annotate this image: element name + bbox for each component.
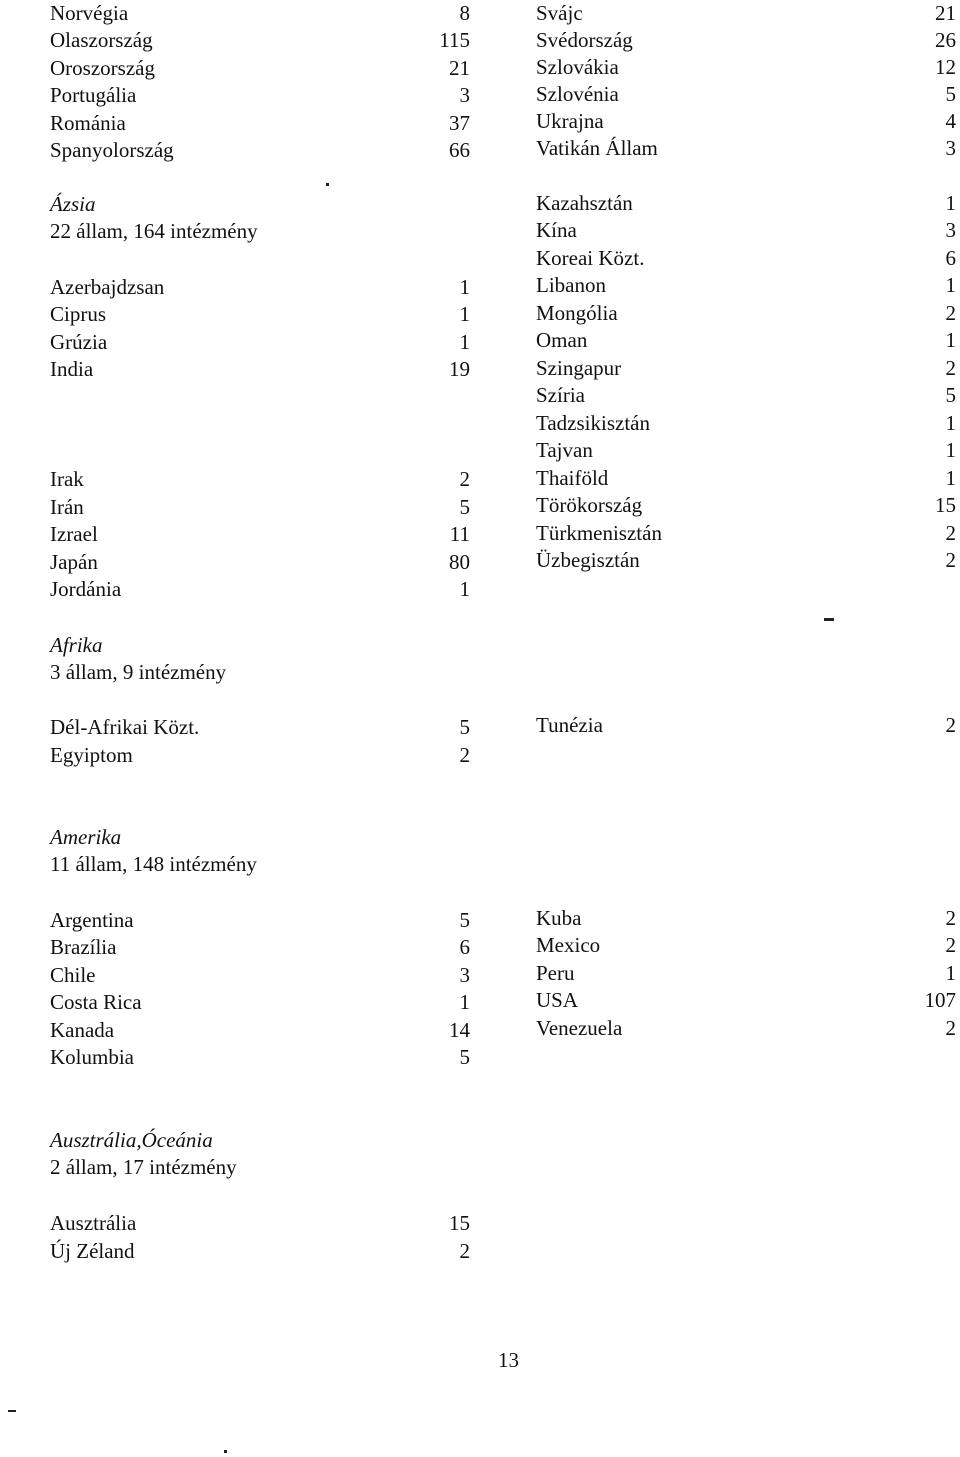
list-item [536, 54, 956, 81]
list-item [50, 1017, 470, 1044]
country-name: Jordánia [50, 577, 122, 601]
institution-count: 1 [945, 411, 956, 435]
country-name: India [50, 357, 94, 381]
list-item [50, 714, 470, 741]
list-item [50, 576, 470, 603]
country-name: Chile [50, 963, 96, 987]
country-name: Ciprus [50, 302, 107, 326]
institution-count: 5 [945, 82, 956, 106]
list-item [50, 742, 470, 769]
list-item [536, 27, 956, 54]
country-name: Thaiföld [536, 466, 609, 490]
country-name: Irak [50, 467, 84, 491]
institution-count: 107 [924, 988, 956, 1012]
institution-count: 37 [449, 111, 470, 135]
country-name: Ukrajna [536, 109, 604, 133]
list-item [536, 492, 956, 519]
institution-count: 11 [449, 522, 470, 546]
list-item [50, 989, 470, 1016]
institution-count: 115 [439, 28, 470, 52]
page-number: 13 [498, 1348, 519, 1372]
america-section-header [50, 824, 257, 878]
institution-count: 5 [459, 715, 470, 739]
list-item [536, 905, 956, 932]
country-name: Olaszország [50, 28, 153, 52]
country-name: Costa Rica [50, 990, 142, 1014]
country-name: Tadzsikisztán [536, 411, 650, 435]
country-name: Szlovákia [536, 55, 619, 79]
list-item [50, 494, 470, 521]
country-name: Törökország [536, 493, 643, 517]
section-title: Ázsia [50, 192, 96, 216]
list-item [50, 27, 470, 54]
institution-count: 2 [945, 1016, 956, 1040]
section-title: Afrika [50, 633, 103, 657]
section-subtitle: 22 állam, 164 intézmény [50, 219, 258, 243]
list-item [536, 135, 956, 162]
institution-count: 66 [449, 138, 470, 162]
institution-count: 2 [945, 713, 956, 737]
list-item [50, 521, 470, 548]
country-name: Új Zéland [50, 1239, 135, 1263]
institution-count: 1 [459, 275, 470, 299]
institution-count: 8 [459, 1, 470, 25]
country-name: Portugália [50, 83, 137, 107]
country-name: Szingapur [536, 356, 622, 380]
list-item [536, 1015, 956, 1042]
list-item [536, 547, 956, 574]
country-name: Egyiptom [50, 743, 133, 767]
institution-count: 1 [459, 302, 470, 326]
country-name: Peru [536, 961, 575, 985]
institution-count: 3 [459, 963, 470, 987]
institution-count: 26 [935, 28, 956, 52]
list-item [536, 465, 956, 492]
section-subtitle: 3 állam, 9 intézmény [50, 660, 227, 684]
institution-count: 3 [945, 136, 956, 160]
country-name: Vatikán Állam [536, 136, 658, 160]
institution-count: 1 [945, 273, 956, 297]
country-name: Libanon [536, 273, 606, 297]
country-name: Tunézia [536, 713, 603, 737]
list-item [536, 190, 956, 217]
section-title: Ausztrália,Óceánia [50, 1128, 213, 1152]
institution-count: 14 [449, 1018, 470, 1042]
list-item [536, 327, 956, 354]
section-title: Amerika [50, 825, 122, 849]
institution-count: 5 [945, 383, 956, 407]
scan-speck [824, 618, 834, 621]
country-name: Szlovénia [536, 82, 619, 106]
country-name: Tajvan [536, 438, 593, 462]
list-item [50, 356, 470, 383]
country-name: Üzbegisztán [536, 548, 640, 572]
africa-section-header [50, 632, 226, 686]
list-item [50, 549, 470, 576]
list-item [50, 1210, 470, 1237]
list-item [536, 712, 956, 739]
institution-count: 15 [935, 493, 956, 517]
institution-count: 2 [945, 356, 956, 380]
list-item [50, 907, 470, 934]
list-item [50, 1044, 470, 1071]
list-item [536, 217, 956, 244]
institution-count: 2 [459, 743, 470, 767]
country-name: Japán [50, 550, 98, 574]
scan-speck [224, 1450, 227, 1453]
list-item [50, 329, 470, 356]
institution-count: 21 [449, 56, 470, 80]
institution-count: 5 [459, 908, 470, 932]
country-name: Kolumbia [50, 1045, 134, 1069]
country-name: Norvégia [50, 1, 129, 25]
country-name: Szíria [536, 383, 585, 407]
institution-count: 4 [945, 109, 956, 133]
country-name: Koreai Közt. [536, 246, 645, 270]
country-name: Mexico [536, 933, 601, 957]
institution-count: 2 [945, 548, 956, 572]
institution-count: 1 [459, 990, 470, 1014]
country-name: Grúzia [50, 330, 108, 354]
country-name: Kanada [50, 1018, 115, 1042]
institution-count: 1 [945, 191, 956, 215]
institution-count: 2 [945, 521, 956, 545]
asia-section-header [50, 191, 258, 245]
scan-speck [326, 183, 329, 186]
country-name: Mongólia [536, 301, 618, 325]
country-name: Venezuela [536, 1016, 623, 1040]
list-item [50, 0, 470, 27]
oceania-section-header [50, 1127, 237, 1181]
institution-count: 3 [459, 83, 470, 107]
list-item [536, 272, 956, 299]
institution-count: 6 [459, 935, 470, 959]
institution-count: 2 [945, 301, 956, 325]
institution-count: 15 [449, 1211, 470, 1235]
institution-count: 2 [945, 933, 956, 957]
list-item [50, 934, 470, 961]
country-name: Kína [536, 218, 577, 242]
scan-speck [8, 1410, 16, 1412]
country-name: Izrael [50, 522, 98, 546]
country-name: Spanyolország [50, 138, 174, 162]
list-item [536, 0, 956, 27]
institution-count: 19 [449, 357, 470, 381]
institution-count: 2 [945, 906, 956, 930]
list-item [536, 932, 956, 959]
country-name: USA [536, 988, 579, 1012]
list-item [50, 110, 470, 137]
list-item [50, 962, 470, 989]
section-subtitle: 2 állam, 17 intézmény [50, 1155, 237, 1179]
country-name: Svédország [536, 28, 633, 52]
list-item [536, 355, 956, 382]
country-name: Oman [536, 328, 588, 352]
institution-count: 2 [459, 467, 470, 491]
institution-count: 1 [945, 328, 956, 352]
list-item [50, 301, 470, 328]
institution-count: 6 [945, 246, 956, 270]
list-item [50, 82, 470, 109]
institution-count: 1 [945, 466, 956, 490]
country-name: Irán [50, 495, 84, 519]
section-subtitle: 11 állam, 148 intézmény [50, 852, 257, 876]
country-name: Románia [50, 111, 126, 135]
institution-count: 5 [459, 495, 470, 519]
institution-count: 5 [459, 1045, 470, 1069]
list-item [50, 137, 470, 164]
list-item [536, 108, 956, 135]
list-item [536, 520, 956, 547]
country-name: Kazahsztán [536, 191, 633, 215]
list-item [536, 382, 956, 409]
country-name: Svájc [536, 1, 583, 25]
list-item [536, 437, 956, 464]
institution-count: 1 [459, 577, 470, 601]
country-name: Oroszország [50, 56, 155, 80]
list-item [50, 55, 470, 82]
list-item [536, 81, 956, 108]
country-name: Brazília [50, 935, 117, 959]
list-item [536, 300, 956, 327]
country-name: Türkmenisztán [536, 521, 662, 545]
country-name: Kuba [536, 906, 582, 930]
institution-count: 1 [945, 438, 956, 462]
country-name: Argentina [50, 908, 134, 932]
country-name: Azerbajdzsan [50, 275, 165, 299]
list-item [536, 245, 956, 272]
list-item [50, 1238, 470, 1265]
list-item [50, 274, 470, 301]
country-name: Ausztrália [50, 1211, 137, 1235]
list-item [50, 466, 470, 493]
institution-count: 12 [935, 55, 956, 79]
institution-count: 21 [935, 1, 956, 25]
list-item [536, 987, 956, 1014]
list-item [536, 410, 956, 437]
country-name: Dél-Afrikai Közt. [50, 715, 200, 739]
institution-count: 1 [459, 330, 470, 354]
institution-count: 80 [449, 550, 470, 574]
list-item [536, 960, 956, 987]
institution-count: 2 [459, 1239, 470, 1263]
institution-count: 1 [945, 961, 956, 985]
institution-count: 3 [945, 218, 956, 242]
